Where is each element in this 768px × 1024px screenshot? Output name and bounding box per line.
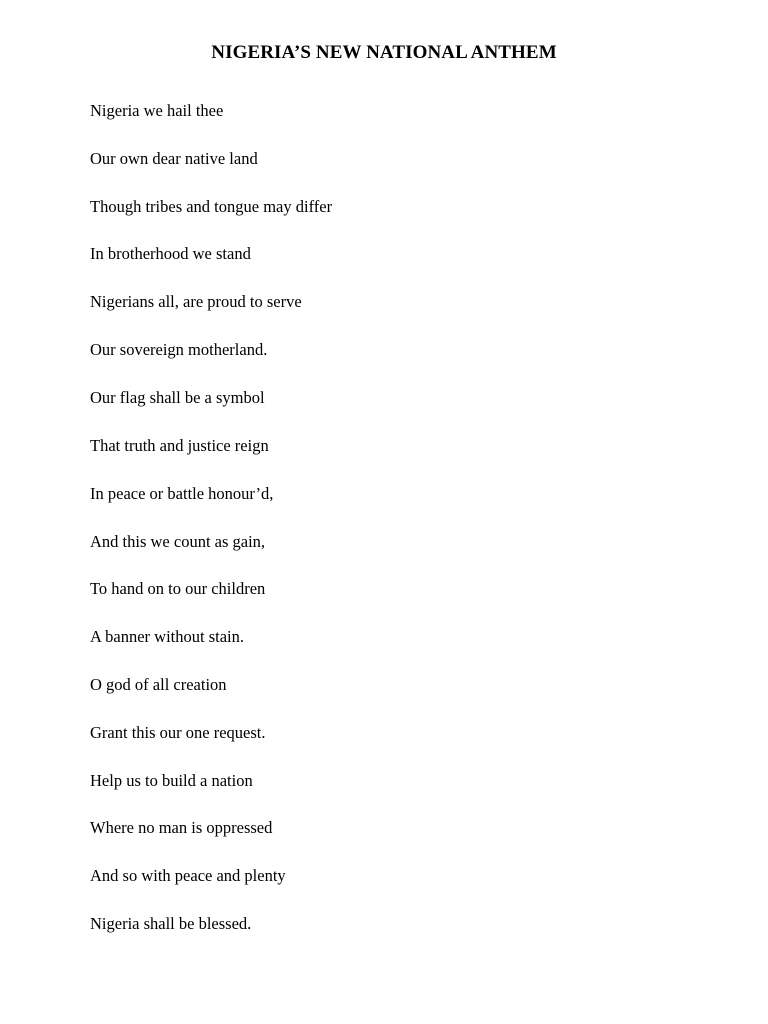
anthem-line: That truth and justice reign — [90, 436, 269, 455]
anthem-line: Nigerians all, are proud to serve — [90, 292, 302, 311]
anthem-line: And so with peace and plenty — [90, 866, 286, 885]
anthem-line: To hand on to our children — [90, 579, 266, 598]
anthem-line: Nigeria we hail thee — [90, 101, 224, 120]
anthem-line: In peace or battle honour’d, — [90, 484, 274, 503]
anthem-line: Where no man is oppressed — [90, 818, 273, 837]
anthem-line: In brotherhood we stand — [90, 244, 251, 263]
anthem-line: Help us to build a nation — [90, 771, 253, 790]
anthem-line: And this we count as gain, — [90, 532, 266, 551]
page-title: NIGERIA’S NEW NATIONAL ANTHEM — [211, 42, 557, 63]
anthem-line: Our sovereign motherland. — [90, 340, 268, 359]
anthem-line: Grant this our one request. — [90, 723, 266, 742]
anthem-lines — [90, 0, 690, 1024]
anthem-line: Our flag shall be a symbol — [90, 388, 265, 407]
anthem-line: A banner without stain. — [90, 627, 244, 646]
anthem-line: O god of all creation — [90, 675, 227, 694]
anthem-line: Our own dear native land — [90, 149, 258, 168]
anthem-line: Nigeria shall be blessed. — [90, 914, 252, 933]
anthem-line: Though tribes and tongue may differ — [90, 197, 333, 216]
